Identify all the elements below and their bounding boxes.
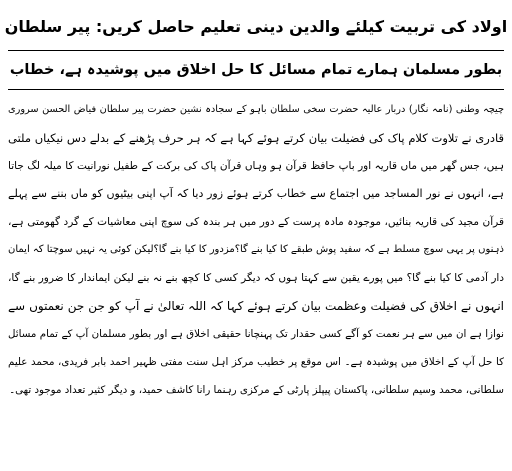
article-body xyxy=(8,96,504,404)
body-line: سلطانی، محمد وسیم سلطانی، پاکستان پیپلز پارٹی کے مرکزی رہنما رانا کاشف حمید، و دیگر کثیر تعداد موجود تھی۔ xyxy=(9,384,504,396)
body-line: انہوں نے اخلاق کی فضیلت وعظمت بیان کرتے ہوئے کہا کہ اللہ تعالیٰ نے آپ کو جن جن نعمتوں سے xyxy=(8,299,504,313)
body-line: نوازا ہے ان میں سے ہر نعمت کو آگے کسی حقدار تک پہنچانا حقیقی اخلاق ہے اور بطور مسلمان آپ کے تمام مسائل xyxy=(8,328,504,340)
body-line: ذہنوں پر یہی سوچ مسلط ہے کہ سفید پوش طبقے کا کیا بنے گا؟مزدور کا کیا بنے گا؟لیکن کوئی یہ نہیں سوچتا کہ ایمان xyxy=(8,244,504,255)
subheadline: بطور مسلمان ہمارے تمام مسائل کا حل اخلاق میں پوشیدہ ہے، خطاب xyxy=(8,50,504,90)
body-line: ہے، انہوں نے نور المساجد میں اجتماع سے خطاب کرتے ہوئے زور دیا کہ آپ اپنی بیٹیوں کو ماں بننے سے پہلے xyxy=(8,187,504,200)
body-line: دار آدمی کا کیا بنے گا؟ میں پورے یقین سے کہتا ہوں کہ دیگر کسی کا کچھ بنے نہ بنے لیکن ایماندار کا ضرور بنے گا، xyxy=(8,272,504,284)
body-line: قرآن مجید کی قاریہ بنائیں، موجودہ مادہ پرست کے دور میں ہر بندہ کی سوچ اپنی معاشیات کے گرد گھومتی ہے، xyxy=(8,216,504,228)
body-line: قادری نے تلاوت کلام پاک کی فضیلت بیان کرتے ہوئے کہا ہے کہ ہر حرف پڑھنے کے بدلے دس نیکیاں ملتی xyxy=(8,131,504,145)
body-line: چیچہ وطنی (نامہ نگار) دربار عالیہ حضرت سخی سلطان باہو کے سجادہ نشین حضرت پیر سلطان فیاض الحسن سروری xyxy=(8,104,504,115)
body-line: کا حل آپ کے اخلاق میں پوشیدہ ہے۔ اس موقع پر خطیب مرکز اہل سنت مفتی ظہیر احمد بابر فریدی، محمد علیم xyxy=(8,356,504,368)
headline: اولاد کی تربیت کیلئے والدین دینی تعلیم حاصل کریں: پیر سلطان xyxy=(4,17,508,36)
body-line: ہیں، جس گھر میں ماں قاریہ اور باپ حافظ قرآن ہو وہاں قرآن پاک کی برکت کے طفیل نورانیت کا میلہ لگ جاتا xyxy=(8,160,504,172)
